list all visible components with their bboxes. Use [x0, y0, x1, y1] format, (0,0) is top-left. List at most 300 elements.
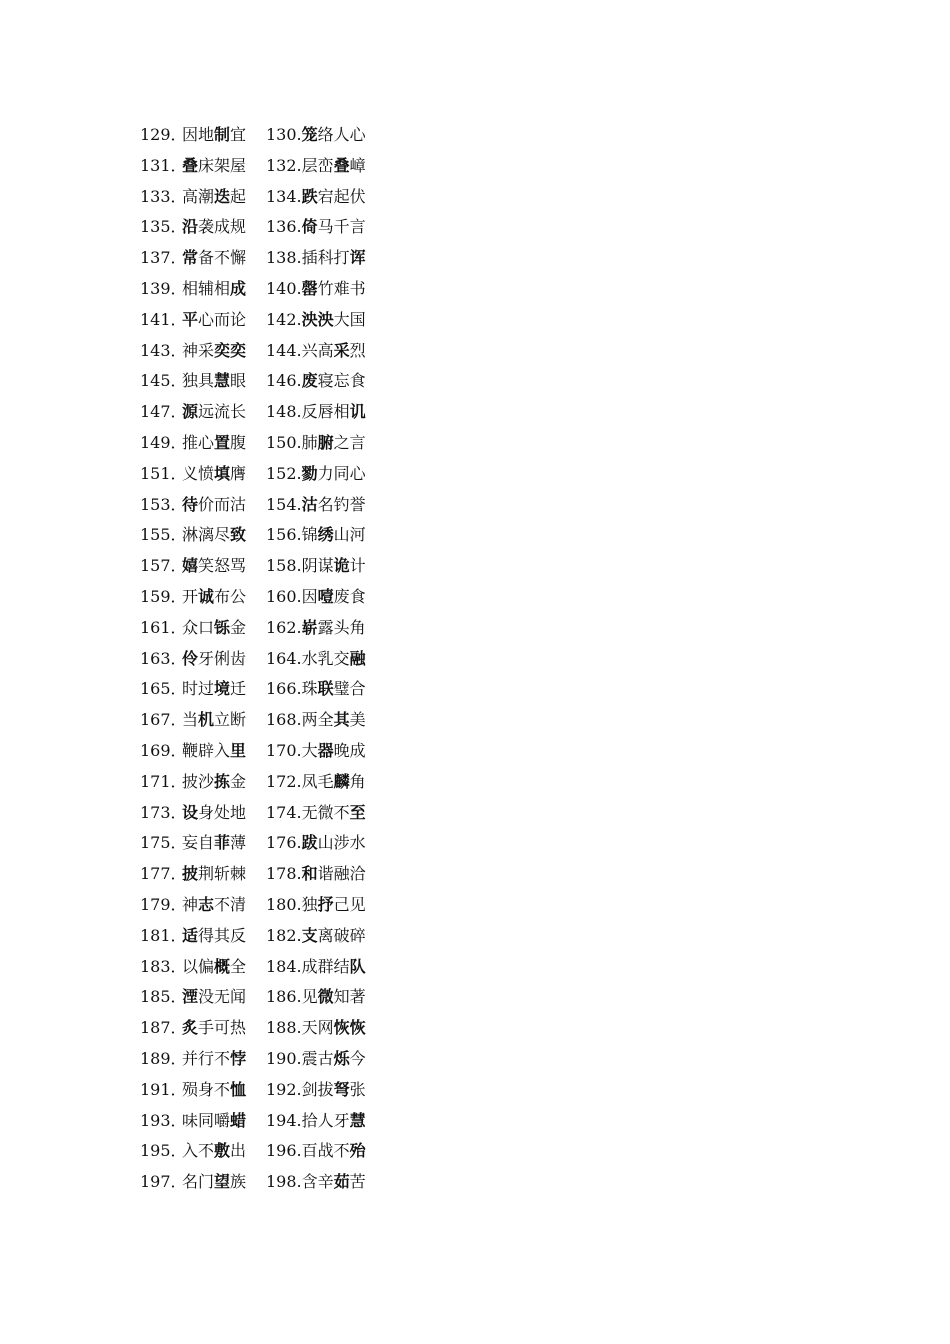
entry-number: 179．: [140, 894, 187, 914]
entry-number: 129．: [140, 125, 187, 144]
key-character: 致: [230, 525, 247, 545]
idiom-suffix: 得其反: [198, 925, 247, 945]
idiom-prefix: 披沙: [182, 771, 215, 791]
idiom-entry-left: [140, 1136, 266, 1167]
list-row: [140, 705, 560, 736]
idiom-prefix: 神: [182, 894, 199, 914]
list-row: [140, 1013, 560, 1044]
idiom-suffix: 床架屋: [198, 155, 247, 175]
idiom-suffix: 露头角: [317, 617, 366, 637]
entry-number: 136.: [266, 217, 302, 237]
idiom-entry-left: [140, 674, 266, 705]
entry-number: 194.: [266, 1110, 302, 1130]
entry-number: 186.: [266, 987, 302, 1007]
idiom-suffix: 价而沽: [198, 494, 247, 514]
key-character: 设: [182, 802, 199, 822]
idiom-text: [302, 890, 366, 921]
idiom-text: [182, 182, 246, 213]
key-character: 境: [214, 679, 231, 699]
idiom-text: [182, 1136, 246, 1167]
list-row: [140, 1044, 560, 1075]
idiom-entry-left: [140, 1075, 266, 1106]
idiom-text: [182, 859, 246, 890]
idiom-text: [182, 582, 246, 613]
key-character: 叠: [182, 155, 199, 175]
key-character: 罄: [301, 278, 318, 298]
idiom-suffix: 身处地: [198, 802, 247, 822]
idiom-text: [182, 1075, 246, 1106]
idiom-suffix: 腹: [230, 432, 247, 452]
idiom-entry-left: [140, 798, 266, 829]
key-character: 倚: [301, 217, 318, 237]
key-character: 铄: [214, 617, 231, 637]
key-character: 腑: [317, 432, 334, 452]
key-character: 拣: [214, 771, 231, 791]
key-character: 器: [317, 740, 334, 760]
list-row: [140, 397, 560, 428]
entry-number: 146.: [266, 371, 302, 391]
key-character: 源: [182, 402, 199, 422]
idiom-entry-left: [140, 1044, 266, 1075]
list-row: [140, 736, 560, 767]
entry-number: 157．: [140, 556, 187, 576]
idiom-prefix: 震古: [301, 1048, 334, 1068]
key-character: 志: [198, 894, 215, 914]
idiom-suffix: 心而论: [198, 309, 247, 329]
idiom-suffix: 牙俐齿: [198, 648, 247, 668]
idiom-prefix: 含辛: [301, 1172, 334, 1192]
key-character: 悖: [230, 1048, 247, 1068]
idiom-entry-left: [140, 490, 266, 521]
entry-number: 182.: [266, 925, 302, 945]
idiom-text: [302, 459, 366, 490]
list-row: [140, 336, 560, 367]
key-character: 支: [301, 925, 318, 945]
idiom-prefix: 高潮: [182, 186, 215, 206]
idiom-prefix: 阴谋: [301, 556, 334, 576]
idiom-text: [182, 366, 246, 397]
idiom-prefix: 剑拔: [301, 1079, 334, 1099]
idiom-suffix: 远流长: [198, 402, 247, 422]
idiom-text: [182, 397, 246, 428]
idiom-text: [182, 705, 246, 736]
idiom-text: [302, 644, 366, 675]
idiom-prefix: 时过: [182, 679, 215, 699]
entry-number: 148.: [266, 402, 302, 422]
idiom-suffix: 寝忘食: [317, 371, 366, 391]
idiom-text: [182, 490, 246, 521]
idiom-text: [302, 1075, 366, 1106]
entry-number: 170.: [266, 740, 302, 760]
idiom-text: [302, 705, 366, 736]
idiom-entry-left: [140, 705, 266, 736]
idiom-text: [182, 336, 246, 367]
idiom-text: [302, 182, 366, 213]
idiom-suffix: 金: [230, 617, 247, 637]
key-character: 绣: [317, 525, 334, 545]
key-character: 沽: [301, 494, 318, 514]
list-row: [140, 613, 560, 644]
key-character: 诨: [349, 248, 366, 268]
key-character: 诡: [333, 556, 350, 576]
idiom-entry-left: [140, 1167, 266, 1198]
list-row: [140, 674, 560, 705]
entry-number: 187．: [140, 1018, 187, 1038]
idiom-suffix: 废食: [333, 586, 366, 606]
key-character: 恢恢: [333, 1018, 366, 1038]
key-character: 和: [301, 864, 318, 884]
key-character: 叠: [333, 155, 350, 175]
idiom-entry-left: [140, 305, 266, 336]
entry-number: 131．: [140, 155, 187, 175]
idiom-entry-right: [266, 582, 366, 613]
idiom-entry-left: [140, 151, 266, 182]
idiom-entry-right: [266, 212, 366, 243]
entry-number: 198.: [266, 1172, 302, 1192]
idiom-entry-right: [266, 705, 366, 736]
entry-number: 143．: [140, 340, 187, 360]
list-row: [140, 243, 560, 274]
idiom-suffix: 备不懈: [198, 248, 247, 268]
key-character: 队: [349, 956, 366, 976]
list-row: [140, 1167, 560, 1198]
idiom-entry-left: [140, 1013, 266, 1044]
list-row: [140, 859, 560, 890]
idiom-prefix: 拾人牙: [301, 1110, 350, 1130]
idiom-text: [182, 1167, 246, 1198]
key-character: 勠: [301, 463, 318, 483]
idiom-text: [182, 736, 246, 767]
entry-number: 153．: [140, 494, 187, 514]
idiom-text: [182, 828, 246, 859]
entry-number: 151．: [140, 463, 187, 483]
idiom-text: [182, 212, 246, 243]
idiom-suffix: 络人心: [317, 125, 366, 144]
idiom-prefix: 开: [182, 586, 199, 606]
key-character: 崭: [301, 617, 318, 637]
key-character: 殆: [349, 1141, 366, 1161]
idiom-suffix: 膺: [230, 463, 247, 483]
entry-number: 184.: [266, 956, 302, 976]
idiom-text: [302, 490, 366, 521]
entry-number: 156.: [266, 525, 302, 545]
idiom-suffix: 谐融洽: [317, 864, 366, 884]
idiom-prefix: 淋漓尽: [182, 525, 231, 545]
idiom-entry-left: [140, 613, 266, 644]
list-row: [140, 1106, 560, 1137]
key-character: 炙: [182, 1018, 199, 1038]
idiom-suffix: 宕起伏: [317, 186, 366, 206]
key-character: 奕奕: [214, 340, 247, 360]
idiom-prefix: 兴高: [301, 340, 334, 360]
key-character: 讥: [349, 402, 366, 422]
idiom-entry-right: [266, 274, 366, 305]
idiom-prefix: 鞭辟入: [182, 740, 231, 760]
key-character: 嬉: [182, 556, 199, 576]
entry-number: 150.: [266, 432, 302, 452]
idiom-suffix: 之言: [333, 432, 366, 452]
entry-number: 130.: [266, 125, 302, 144]
idiom-text: [302, 674, 366, 705]
entry-number: 173．: [140, 802, 187, 822]
entry-number: 185．: [140, 987, 187, 1007]
entry-number: 140.: [266, 278, 302, 298]
list-row: [140, 274, 560, 305]
entry-number: 166.: [266, 679, 302, 699]
key-character: 抒: [317, 894, 334, 914]
entry-number: 168.: [266, 710, 302, 730]
entry-number: 180.: [266, 894, 302, 914]
idiom-suffix: 晚成: [333, 740, 366, 760]
idiom-prefix: 味同嚼: [182, 1110, 231, 1130]
key-character: 适: [182, 925, 199, 945]
entry-number: 138.: [266, 248, 302, 268]
entry-number: 145．: [140, 371, 187, 391]
idiom-prefix: 见: [301, 987, 318, 1007]
key-character: 茹: [333, 1172, 350, 1192]
idiom-entry-right: [266, 859, 366, 890]
idiom-text: [182, 305, 246, 336]
idiom-suffix: 手可热: [198, 1018, 247, 1038]
idiom-prefix: 因地: [182, 125, 215, 144]
entry-number: 135．: [140, 217, 187, 237]
idiom-text: [302, 243, 366, 274]
idiom-text: [302, 336, 366, 367]
idiom-text: [302, 1167, 366, 1198]
idiom-entry-right: [266, 952, 366, 983]
list-row: [140, 828, 560, 859]
entry-number: 175．: [140, 833, 187, 853]
idiom-text: [302, 274, 366, 305]
entry-number: 155．: [140, 525, 187, 545]
key-character: 伶: [182, 648, 199, 668]
idiom-prefix: 肺: [301, 432, 318, 452]
idiom-prefix: 名门: [182, 1172, 215, 1192]
list-row: [140, 767, 560, 798]
idiom-text: [182, 921, 246, 952]
idiom-entry-left: [140, 582, 266, 613]
key-character: 敷: [214, 1141, 231, 1161]
idiom-entry-right: [266, 736, 366, 767]
idiom-text: [182, 952, 246, 983]
idiom-suffix: 力同心: [317, 463, 366, 483]
idiom-suffix: 美: [349, 710, 366, 730]
entry-number: 189．: [140, 1048, 187, 1068]
idiom-entry-right: [266, 520, 366, 551]
idiom-suffix: 角: [349, 771, 366, 791]
key-character: 笼: [301, 125, 318, 144]
key-character: 麟: [333, 771, 350, 791]
idiom-suffix: 宜: [230, 125, 247, 144]
list-row: [140, 305, 560, 336]
key-character: 烁: [333, 1048, 350, 1068]
idiom-text: [302, 212, 366, 243]
idiom-text: [182, 798, 246, 829]
idiom-prefix: 并行不: [182, 1048, 231, 1068]
list-row: [140, 952, 560, 983]
key-character: 恤: [230, 1079, 247, 1099]
key-character: 噎: [317, 586, 334, 606]
entry-number: 161．: [140, 617, 187, 637]
idiom-prefix: 两全: [301, 710, 334, 730]
key-character: 至: [349, 802, 366, 822]
list-row: [140, 459, 560, 490]
idiom-text: [302, 366, 366, 397]
idiom-suffix: 薄: [230, 833, 247, 853]
idiom-entry-right: [266, 674, 366, 705]
idiom-text: [182, 1044, 246, 1075]
entry-number: 171．: [140, 771, 187, 791]
entry-number: 195．: [140, 1141, 187, 1161]
idiom-text: [182, 274, 246, 305]
idiom-text: [302, 736, 366, 767]
entry-number: 190.: [266, 1048, 302, 1068]
idiom-entry-right: [266, 921, 366, 952]
idiom-suffix: 荆斩棘: [198, 864, 247, 884]
list-row: [140, 151, 560, 182]
idiom-prefix: 推心: [182, 432, 215, 452]
idiom-prefix: 珠: [301, 679, 318, 699]
entry-number: 165．: [140, 679, 187, 699]
key-character: 废: [301, 371, 318, 391]
key-character: 成: [230, 278, 247, 298]
idiom-text: [302, 982, 366, 1013]
idiom-prefix: 独具: [182, 371, 215, 391]
idiom-prefix: 神采: [182, 340, 215, 360]
idiom-entry-right: [266, 490, 366, 521]
entry-number: 181．: [140, 925, 187, 945]
key-character: 置: [214, 432, 231, 452]
idiom-entry-left: [140, 1106, 266, 1137]
key-character: 诚: [198, 586, 215, 606]
key-character: 待: [182, 494, 199, 514]
idiom-entry-left: [140, 459, 266, 490]
idiom-suffix: 起: [230, 186, 247, 206]
idiom-text: [302, 520, 366, 551]
idiom-entry-left: [140, 859, 266, 890]
idiom-suffix: 山涉水: [317, 833, 366, 853]
key-character: 湮: [182, 987, 199, 1007]
key-character: 泱泱: [301, 309, 334, 329]
idiom-suffix: 今: [349, 1048, 366, 1068]
idiom-entry-left: [140, 366, 266, 397]
idiom-suffix: 己见: [333, 894, 366, 914]
idiom-prefix: 无微不: [301, 802, 350, 822]
list-row: [140, 644, 560, 675]
key-character: 慧: [349, 1110, 366, 1130]
entry-number: 147．: [140, 402, 187, 422]
idiom-suffix: 全: [230, 956, 247, 976]
entry-number: 193．: [140, 1110, 187, 1130]
idiom-suffix: 不清: [214, 894, 247, 914]
entry-number: 141．: [140, 309, 187, 329]
idiom-text: [182, 982, 246, 1013]
idiom-text: [302, 767, 366, 798]
key-character: 蜡: [230, 1110, 247, 1130]
key-character: 平: [182, 309, 199, 329]
idiom-entry-right: [266, 613, 366, 644]
idiom-entry-left: [140, 890, 266, 921]
key-character: 望: [214, 1172, 231, 1192]
idiom-entry-left: [140, 952, 266, 983]
entry-number: 139．: [140, 278, 187, 298]
idiom-text: [302, 582, 366, 613]
idiom-entry-left: [140, 182, 266, 213]
key-character: 常: [182, 248, 199, 268]
idiom-text: [302, 798, 366, 829]
idiom-text: [302, 305, 366, 336]
idiom-suffix: 马千言: [317, 217, 366, 237]
list-row: [140, 428, 560, 459]
idiom-text: [302, 551, 366, 582]
entry-number: 197．: [140, 1172, 187, 1192]
entry-number: 174.: [266, 802, 302, 822]
idiom-text: [182, 520, 246, 551]
entry-number: 178.: [266, 864, 302, 884]
key-character: 联: [317, 679, 334, 699]
idiom-prefix: 水乳交: [301, 648, 350, 668]
idiom-text: [302, 921, 366, 952]
idiom-text: [302, 1136, 366, 1167]
idiom-text: [302, 1106, 366, 1137]
key-character: 里: [230, 740, 247, 760]
idiom-suffix: 大国: [333, 309, 366, 329]
entry-number: 192.: [266, 1079, 302, 1099]
idiom-entry-right: [266, 1106, 366, 1137]
entry-number: 162.: [266, 617, 302, 637]
idiom-suffix: 计: [349, 556, 366, 576]
idiom-entry-right: [266, 366, 366, 397]
idiom-suffix: 金: [230, 771, 247, 791]
entry-number: 163．: [140, 648, 187, 668]
idiom-entry-left: [140, 274, 266, 305]
entry-number: 158.: [266, 556, 302, 576]
idiom-text: [182, 613, 246, 644]
key-character: 慧: [214, 371, 231, 391]
list-row: [140, 212, 560, 243]
key-character: 跌: [301, 186, 318, 206]
idiom-entry-right: [266, 1167, 366, 1198]
idiom-entry-right: [266, 459, 366, 490]
idiom-suffix: 张: [349, 1079, 366, 1099]
entry-number: 172.: [266, 771, 302, 791]
key-character: 披: [182, 864, 199, 884]
idiom-entry-right: [266, 644, 366, 675]
idiom-entry-left: [140, 982, 266, 1013]
idiom-entry-right: [266, 1136, 366, 1167]
entry-number: 142.: [266, 309, 302, 329]
key-character: 填: [214, 463, 231, 483]
idiom-suffix: 迁: [230, 679, 247, 699]
key-character: 迭: [214, 186, 231, 206]
idiom-prefix: 锦: [301, 525, 318, 545]
idiom-text: [182, 428, 246, 459]
key-character: 概: [214, 956, 231, 976]
list-row: [140, 1075, 560, 1106]
idiom-entry-left: [140, 120, 266, 151]
idiom-suffix: 山河: [333, 525, 366, 545]
idiom-text: [182, 644, 246, 675]
list-row: [140, 890, 560, 921]
idiom-prefix: 独: [301, 894, 318, 914]
entry-number: 164.: [266, 648, 302, 668]
entry-number: 177．: [140, 864, 187, 884]
idiom-entry-right: [266, 397, 366, 428]
idiom-text: [302, 120, 366, 151]
idiom-entry-right: [266, 305, 366, 336]
idiom-suffix: 笑怒骂: [198, 556, 247, 576]
idiom-prefix: 天网: [301, 1018, 334, 1038]
